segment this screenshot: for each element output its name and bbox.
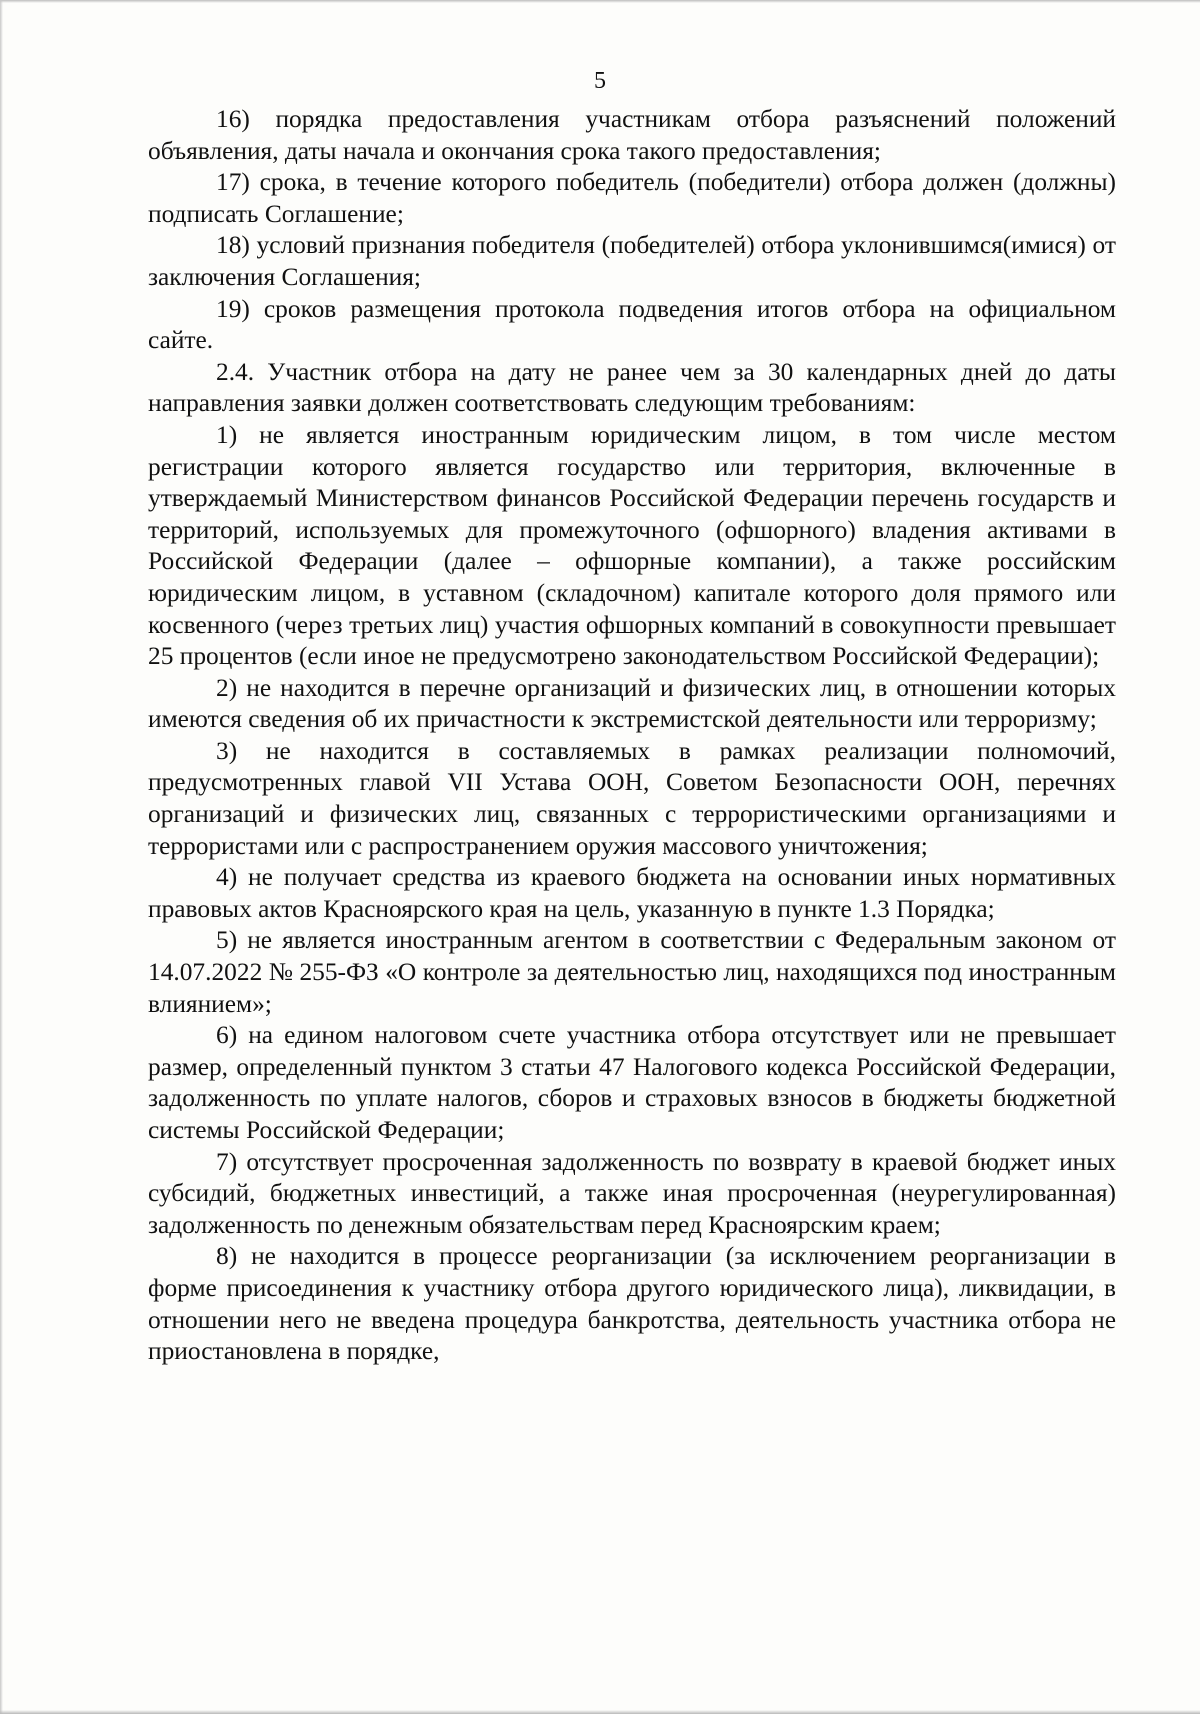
paragraph-requirement-7: 7) отсутствует просроченная задолженность по возврату в краевой бюджет иных субсидий, бюджетных инвестиций, а также иная просроченная (неурегулированная) задолженность по денежным обязательствам перед Красноярским краем; xyxy=(148,1147,1116,1239)
scan-edge-top xyxy=(0,0,1200,3)
page-number: 5 xyxy=(594,68,606,94)
paragraph-requirement-3: 3) не находится в составляемых в рамках реализации полномочий, предусмотренных главой VII Устава ООН, Советом Безопасности ООН, перечнях организаций и физических лиц, связанных с террористическими организациями и террористами или с распространением оружия массового уничтожения; xyxy=(148,736,1116,860)
paragraph-item-17: 17) срока, в течение которого победитель (победители) отбора должен (должны) подписать Соглашение; xyxy=(148,168,1116,228)
paragraph-item-16: 16) порядка предоставления участникам отбора разъяснений положений объявления, даты начала и окончания срока такого предоставления; xyxy=(148,105,1116,165)
paragraph-item-18: 18) условий признания победителя (победителей) отбора уклонившимся(имися) от заключения Соглашения; xyxy=(148,231,1116,291)
paragraph-requirement-8: 8) не находится в процессе реорганизации (за исключением реорганизации в форме присоединения к участнику отбора другого юридического лица), ликвидации, в отношении него не введена процедура банкротства, деятельность участника отбора не приостановлена в порядке, xyxy=(148,1242,1116,1366)
scan-edge-bottom xyxy=(0,1710,1200,1714)
paragraph-requirement-1: 1) не является иностранным юридическим лицом, в том числе местом регистрации которого является государство или территория, включенные в утверждаемый Министерством финансов Российской Федерации перечень государств и территорий, используемых для промежуточного (офшорного) владения активами в Российской Федерации (далее – офшорные компании), а также российским юридическим лицом, в уставном (складочном) капитале которого доля прямого или косвенного (через третьих лиц) участия офшорных компаний в совокупности превышает 25 процентов (если иное не предусмотрено законодательством Российской Федерации); xyxy=(148,420,1116,671)
scan-edge-left xyxy=(0,0,3,1714)
document-body xyxy=(148,104,1116,1368)
paragraph-requirement-5: 5) не является иностранным агентом в соответствии с Федеральным законом от 14.07.2022 № 255-ФЗ «О контроле за деятельностью лиц, находящихся под иностранным влиянием»; xyxy=(148,926,1116,1018)
paragraph-requirement-4: 4) не получает средства из краевого бюджета на основании иных нормативных правовых актов Красноярского края на цель, указанную в пункте 1.3 Порядка; xyxy=(148,863,1116,923)
paragraph-item-19: 19) сроков размещения протокола подведения итогов отбора на официальном сайте. xyxy=(148,294,1116,355)
paragraph-requirement-6: 6) на едином налоговом счете участника отбора отсутствует или не превышает размер, определенный пунктом 3 статьи 47 Налогового кодекса Российской Федерации, задолженность по уплате налогов, сборов и страховых взносов в бюджеты бюджетной системы Российской Федерации; xyxy=(148,1021,1116,1144)
paragraph-clause-2-4: 2.4. Участник отбора на дату не ранее чем за 30 календарных дней до даты направления заявки должен соответствовать следующим требованиям: xyxy=(148,357,1116,418)
paragraph-requirement-2: 2) не находится в перечне организаций и физических лиц, в отношении которых имеются сведения об их причастности к экстремистской деятельности или терроризму; xyxy=(148,673,1116,734)
